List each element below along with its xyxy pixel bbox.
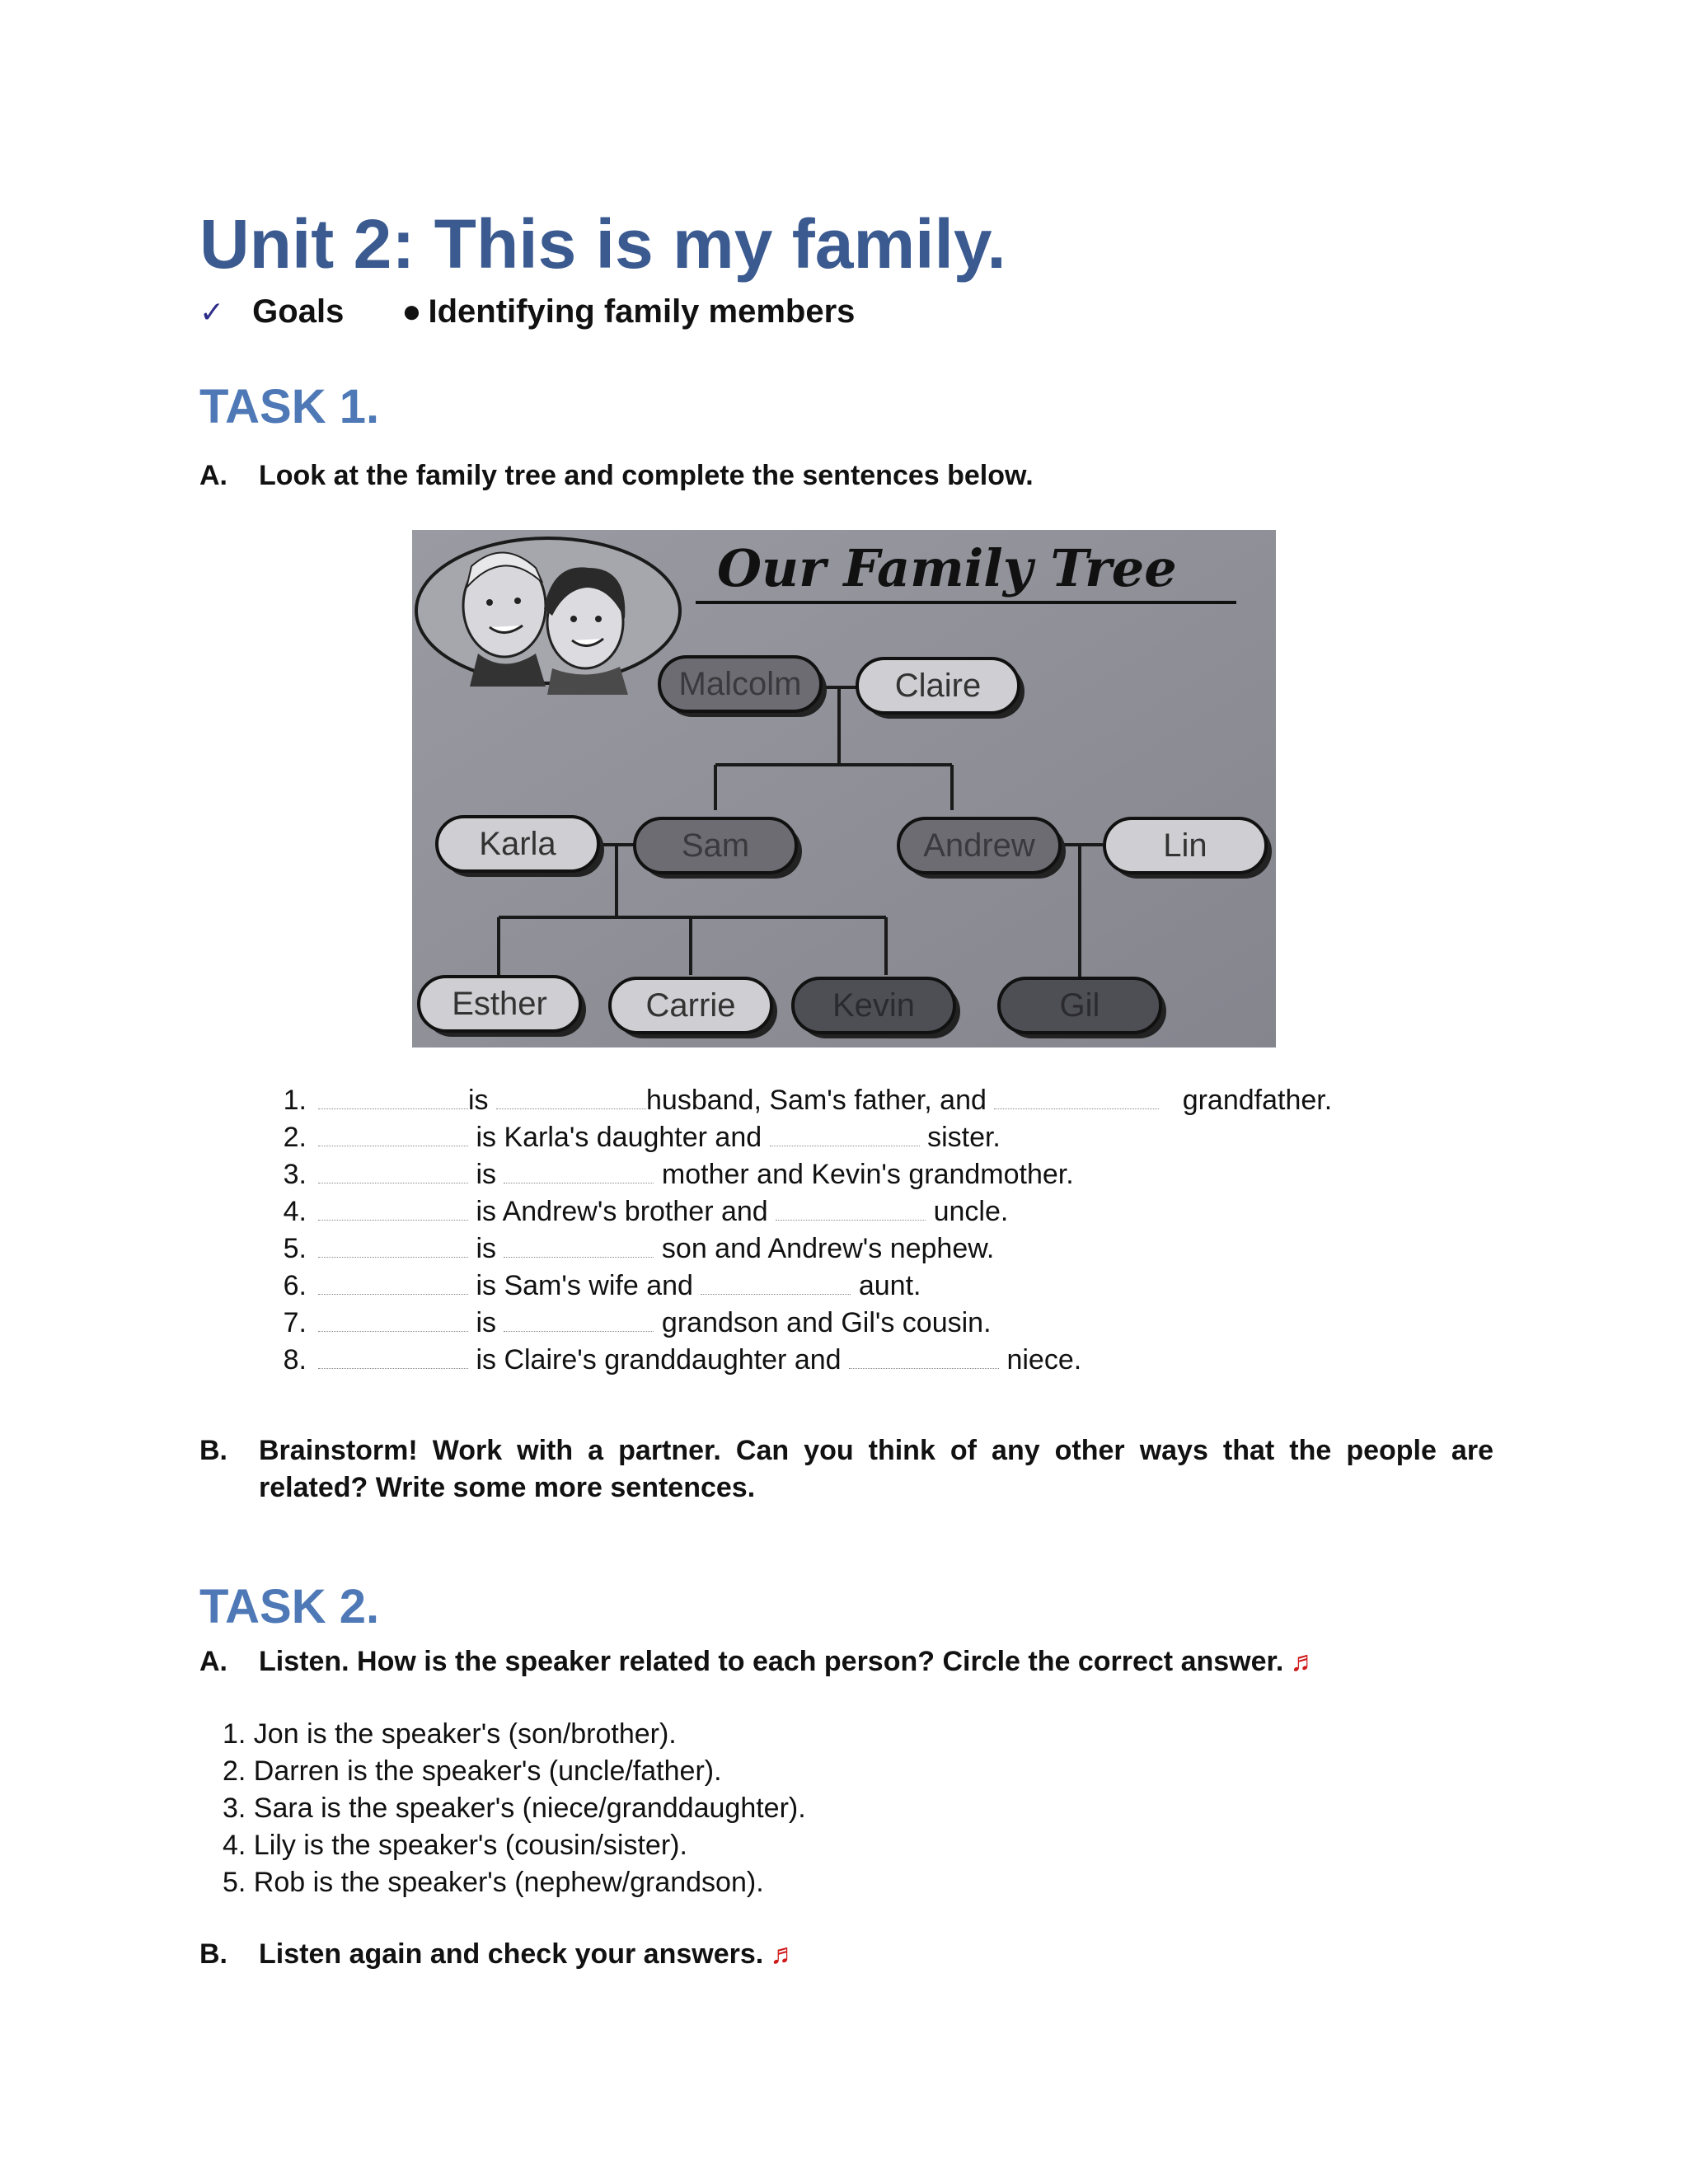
sentence-6: 6. is Sam's wife and aunt.	[283, 1270, 921, 1301]
tree-node-carrie: Carrie	[645, 987, 736, 1024]
answer-blank[interactable]	[318, 1158, 468, 1183]
sentence-3: 3. is mother and Kevin's grandmother.	[283, 1159, 1074, 1190]
goal-item: Identifying family members	[428, 293, 856, 330]
instruction-text: Listen again and check your answers.	[259, 1938, 764, 1970]
music-note-icon[interactable]: ♬	[770, 1938, 799, 1970]
sentence-8: 8. is Claire's granddaughter and niece.	[283, 1344, 1082, 1376]
answer-blank[interactable]	[318, 1269, 468, 1295]
answer-blank[interactable]	[504, 1306, 654, 1332]
sentence-7: 7. is grandson and Gil's cousin.	[283, 1307, 992, 1338]
goals-row	[199, 293, 855, 330]
list-item: 3. Sara is the speaker's (niece/granddaughter).	[223, 1793, 806, 1824]
page-title: Unit 2: This is my family.	[199, 205, 1006, 283]
instruction-text: Listen. How is the speaker related to each person? Circle the correct answer.	[259, 1646, 1284, 1677]
list-item: 2. Darren is the speaker's (uncle/father).	[223, 1755, 722, 1787]
task1-heading: TASK 1.	[199, 380, 380, 434]
answer-blank[interactable]	[318, 1232, 468, 1258]
tree-node-claire: Claire	[894, 668, 982, 704]
tree-node-andrew: Andrew	[923, 827, 1035, 864]
tree-node-karla: Karla	[479, 826, 556, 862]
answer-blank[interactable]	[318, 1195, 468, 1221]
answer-blank[interactable]	[318, 1121, 468, 1146]
sentence-1: 1. is husband, Sam's father, and grandfather.	[283, 1085, 1333, 1116]
instruction-letter: A.	[199, 1646, 227, 1677]
tree-title: Our Family Tree	[717, 538, 1177, 598]
tree-node-sam: Sam	[681, 827, 750, 864]
answer-blank[interactable]	[318, 1306, 468, 1332]
goals-label: Goals	[252, 293, 345, 330]
answer-blank[interactable]	[318, 1343, 468, 1369]
task1-instruction-b	[199, 1432, 1493, 1507]
task1-instruction-a	[199, 460, 1034, 492]
answer-blank[interactable]	[318, 1084, 468, 1109]
answer-blank[interactable]	[776, 1195, 926, 1221]
task2-heading: TASK 2.	[199, 1580, 380, 1633]
list-item: 4. Lily is the speaker's (cousin/sister).	[223, 1830, 687, 1861]
answer-blank[interactable]	[504, 1158, 654, 1183]
answer-blank[interactable]	[504, 1232, 654, 1258]
music-note-icon[interactable]: ♬	[1290, 1646, 1319, 1677]
tree-node-lin: Lin	[1163, 827, 1207, 864]
answer-blank[interactable]	[770, 1121, 920, 1146]
instruction-text: Brainstorm! Work with a partner. Can you think of any other ways that the people are related? Write some more sentences.	[259, 1435, 1493, 1503]
instruction-letter: B.	[199, 1435, 227, 1466]
bullet-icon: ●	[401, 293, 422, 330]
sentence-4: 4. is Andrew's brother and uncle.	[283, 1196, 1009, 1227]
tree-node-gil: Gil	[1059, 987, 1100, 1024]
list-item: 5. Rob is the speaker's (nephew/grandson).	[223, 1867, 764, 1898]
checkmark-icon: ✓	[199, 295, 225, 329]
list-item: 1. Jon is the speaker's (son/brother).	[223, 1718, 677, 1750]
answer-blank[interactable]	[701, 1269, 851, 1295]
instruction-letter: B.	[199, 1938, 227, 1970]
tree-node-malcolm: Malcolm	[678, 666, 802, 702]
task2-instruction-a	[199, 1646, 1318, 1678]
instruction-letter: A.	[199, 460, 227, 491]
sentence-5: 5. is son and Andrew's nephew.	[283, 1233, 995, 1264]
answer-blank[interactable]	[496, 1084, 646, 1109]
task2-instruction-b	[199, 1938, 798, 1971]
tree-node-esther: Esther	[452, 986, 547, 1022]
answer-blank[interactable]	[849, 1343, 999, 1369]
family-tree-figure	[412, 530, 1276, 1047]
answer-blank[interactable]	[994, 1084, 1159, 1109]
instruction-text: Look at the family tree and complete the sentences below.	[259, 460, 1034, 491]
tree-node-kevin: Kevin	[832, 987, 916, 1024]
sentence-2: 2. is Karla's daughter and sister.	[283, 1122, 1001, 1153]
